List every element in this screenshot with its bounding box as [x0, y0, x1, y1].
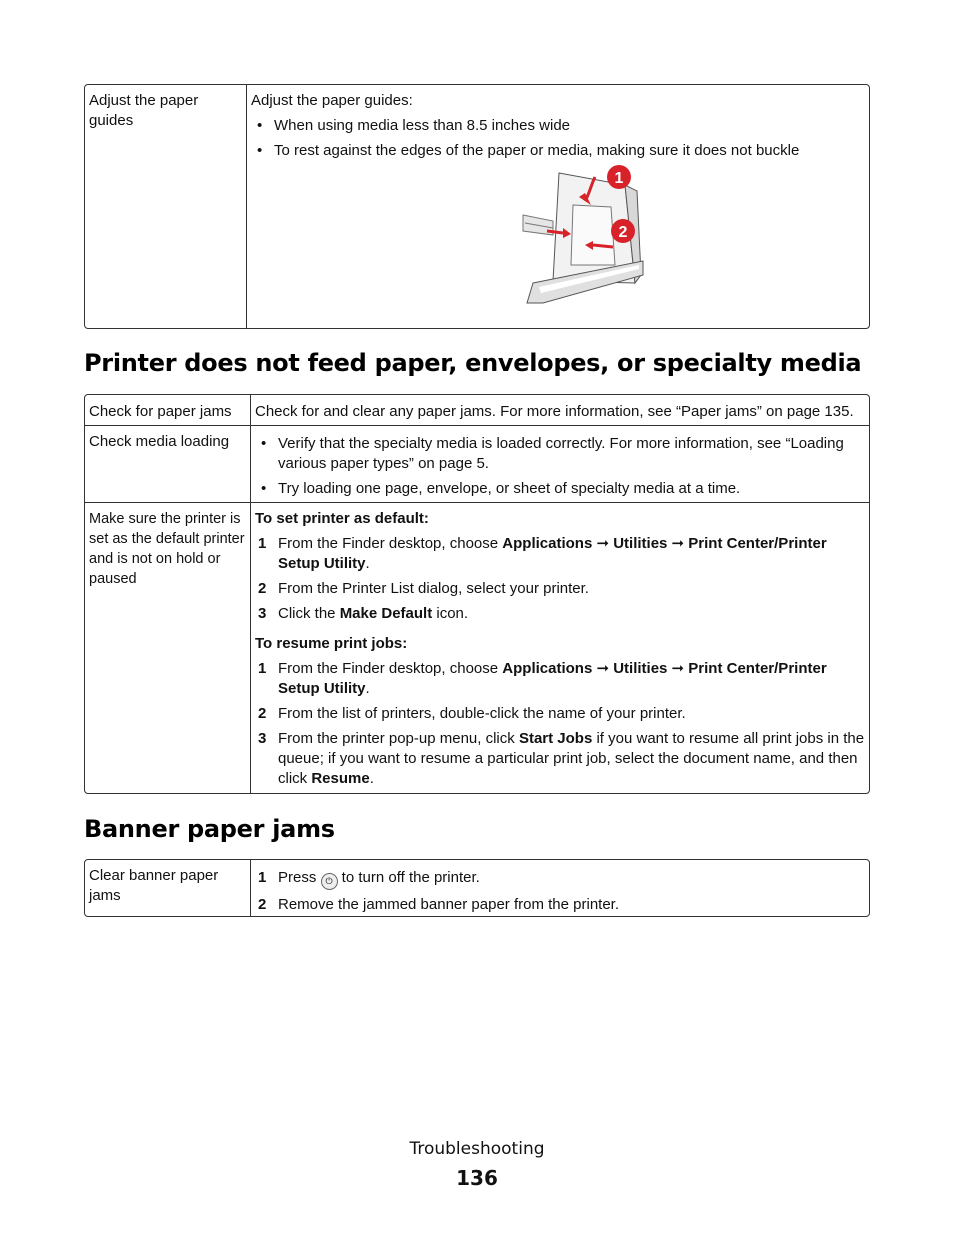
row-content: [251, 503, 869, 793]
row-intro: Adjust the paper guides:: [251, 92, 413, 109]
step-number: 1: [258, 660, 267, 677]
row-content: Check for and clear any paper jams. For more information, see “Paper jams” on page 135.: [255, 403, 854, 420]
list-item: [255, 704, 865, 724]
step-number: 1: [258, 869, 267, 886]
callout-2-label: 2: [618, 224, 628, 241]
row-content: [247, 85, 869, 328]
row-content: [251, 426, 869, 502]
bullet-text: Try loading one page, envelope, or sheet of specialty media at a time.: [278, 480, 741, 497]
list-item: [255, 604, 865, 624]
list-item: [251, 116, 865, 136]
step-text: From the Printer List dialog, select your printer.: [278, 580, 589, 597]
callout-1-label: 1: [614, 170, 624, 187]
step-text: Press ⏻ to turn off the printer.: [278, 868, 480, 890]
banner-jams-table: [84, 859, 870, 917]
step-text: Remove the jammed banner paper from the printer.: [278, 896, 620, 913]
section-heading-printer-feed: Printer does not feed paper, envelopes, or specialty media: [84, 349, 862, 377]
bullet-icon: •: [261, 480, 267, 497]
list-item: [255, 659, 865, 699]
table-row: [85, 85, 869, 328]
bullet-icon: •: [261, 435, 267, 452]
bullet-text: To rest against the edges of the paper or media, making sure it does not buckle: [274, 142, 800, 159]
step-text: From the Finder desktop, choose Applications ➞ Utilities ➞ Print Center/Printer Setup Utility.: [278, 660, 827, 697]
step-number: 2: [258, 580, 267, 597]
row-label: Clear banner paper jams: [85, 860, 251, 916]
page-number: 136: [456, 1166, 498, 1190]
step-text: From the list of printers, double-click the name of your printer.: [278, 705, 686, 722]
row-label: Check media loading: [85, 426, 251, 502]
paper-guides-illustration: [251, 165, 865, 305]
bullet-text: Verify that the specialty media is loaded correctly. For more information, see “Loading various paper types” on page 5.: [278, 435, 844, 472]
table-row: [85, 425, 869, 502]
list-item: [255, 895, 865, 915]
step-number: 3: [258, 605, 267, 622]
row-label: Make sure the printer is set as the default printer and is not on hold or paused: [85, 503, 251, 793]
paper-guides-table: [84, 84, 870, 329]
power-icon: ⏻: [321, 873, 338, 890]
table-row: [85, 395, 869, 425]
table-row: [85, 502, 869, 793]
footer-section-title: Troubleshooting: [409, 1139, 545, 1159]
bullet-icon: •: [257, 142, 263, 159]
list-item: [255, 868, 865, 890]
table-row: [85, 860, 869, 916]
list-item: [255, 579, 865, 599]
list-item: [255, 434, 865, 474]
list-item: [255, 479, 865, 499]
bullet-icon: •: [257, 117, 263, 134]
printer-feed-table: [84, 394, 870, 794]
list-item: [251, 141, 865, 161]
list-item: [255, 729, 865, 789]
step-text: Click the Make Default icon.: [278, 605, 469, 622]
step-number: 2: [258, 896, 267, 913]
step-text: From the printer pop-up menu, click Start Jobs if you want to resume all print jobs in the queue; if you want to resume a particular print job, select the document name, and then click Resume.: [278, 730, 865, 787]
row-content: [251, 860, 869, 916]
step-number: 2: [258, 705, 267, 722]
printer-tray-illustration: [513, 165, 673, 305]
section-heading-banner-jams: Banner paper jams: [84, 815, 335, 843]
step-text: From the Finder desktop, choose Applications ➞ Utilities ➞ Print Center/Printer Setup Utility.: [278, 535, 827, 572]
subheading-set-default: To set printer as default:: [255, 510, 429, 527]
step-number: 1: [258, 535, 267, 552]
row-label: Adjust the paper guides: [85, 85, 247, 328]
list-item: [255, 534, 865, 574]
step-number: 3: [258, 730, 267, 747]
bullet-text: When using media less than 8.5 inches wide: [274, 117, 571, 134]
subheading-resume-jobs: To resume print jobs:: [255, 635, 408, 652]
row-label: Check for paper jams: [85, 395, 251, 425]
